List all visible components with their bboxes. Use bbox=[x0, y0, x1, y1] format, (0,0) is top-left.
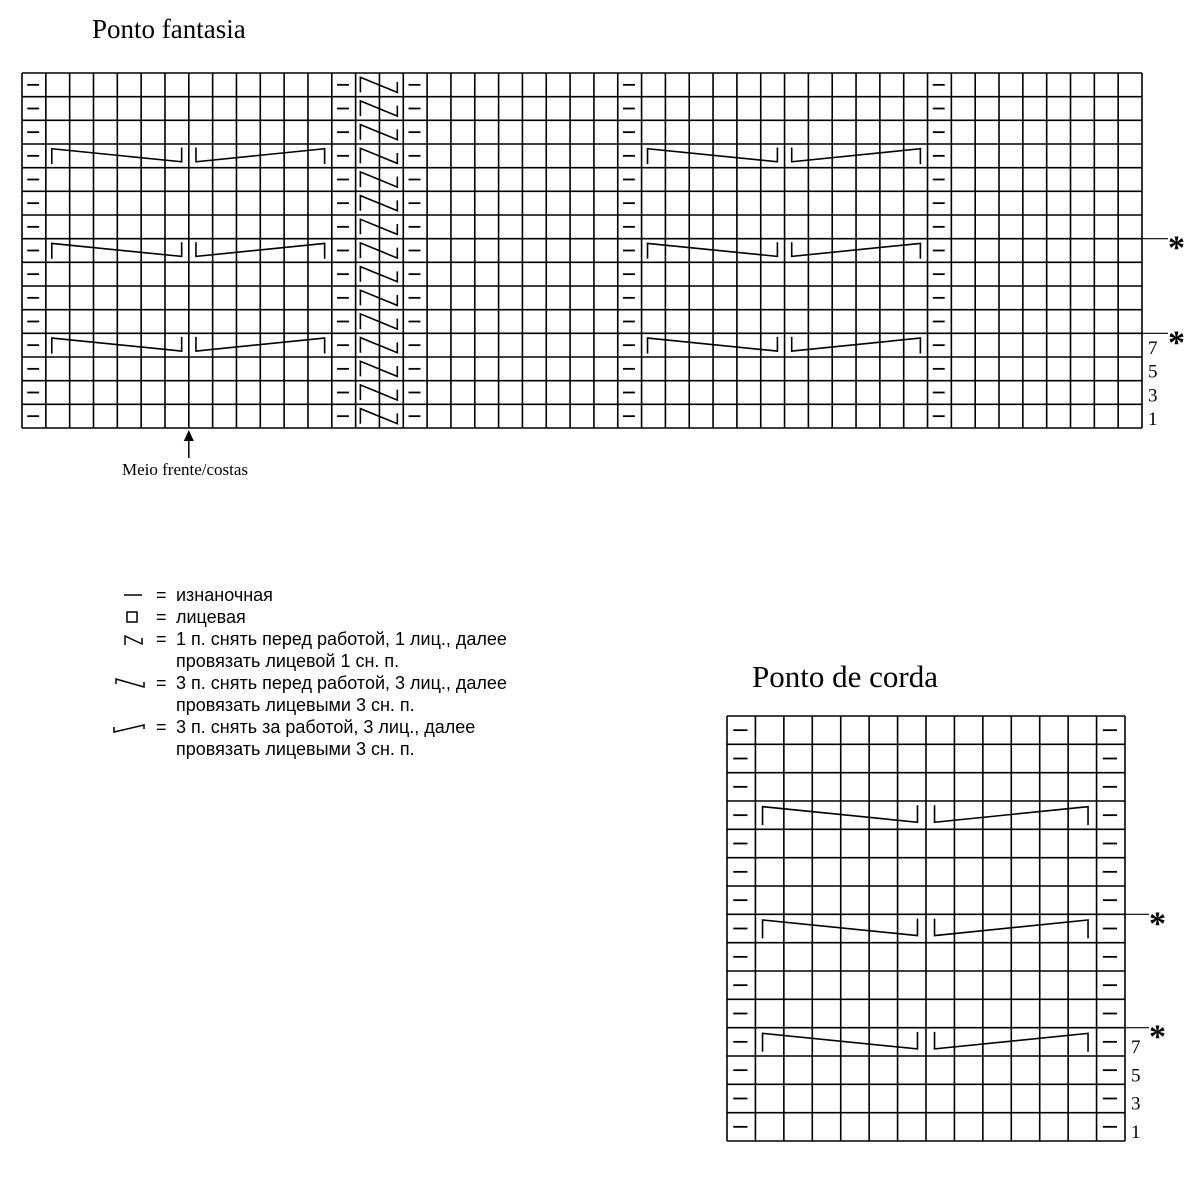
chart2-grid bbox=[727, 716, 1166, 1143]
row-number-label: 5 bbox=[1131, 1065, 1141, 1087]
legend-item-cross: = 1 п. снять перед работой, 1 лиц., далее провязать лицевой 1 сн. п. bbox=[108, 628, 596, 672]
repeat-asterisk: * bbox=[1168, 324, 1185, 362]
row-number-label: 5 bbox=[1148, 361, 1158, 383]
repeat-asterisk: * bbox=[1149, 1018, 1166, 1056]
legend-item-cable-front: = 3 п. снять перед работой, 3 лиц., далее провязать лицевыми 3 сн. п. bbox=[108, 672, 596, 716]
repeat-asterisk: * bbox=[1149, 905, 1166, 943]
cross-1-1-icon bbox=[108, 628, 156, 650]
row-number-label: 1 bbox=[1148, 409, 1158, 430]
legend-item-purl: = изнаночная bbox=[108, 584, 596, 606]
chart1-grid bbox=[22, 73, 1185, 458]
knit-square-icon bbox=[108, 606, 156, 628]
purl-dash-icon bbox=[108, 584, 156, 606]
row-number-label: 3 bbox=[1148, 385, 1158, 407]
center-arrow-icon bbox=[184, 430, 194, 441]
center-marker-label: Meio frente/costas bbox=[122, 460, 249, 479]
row-number-label: 1 bbox=[1131, 1122, 1141, 1143]
legend-item-knit: = лицевая bbox=[108, 606, 596, 628]
legend-item-cable-back: = 3 п. снять за работой, 3 лиц., далее провязать лицевыми 3 сн. п. bbox=[108, 716, 596, 760]
cable-back-icon bbox=[108, 716, 156, 738]
legend bbox=[108, 584, 596, 760]
chart-title-ponto-de-corda: Ponto de corda bbox=[752, 659, 938, 694]
row-number-label: 3 bbox=[1131, 1093, 1141, 1115]
cable-front-icon bbox=[108, 672, 156, 694]
repeat-asterisk: * bbox=[1168, 229, 1185, 267]
row-number-label: 7 bbox=[1131, 1037, 1141, 1058]
row-number-label: 7 bbox=[1148, 338, 1158, 359]
chart-title-ponto-fantasia: Ponto fantasia bbox=[92, 14, 246, 44]
